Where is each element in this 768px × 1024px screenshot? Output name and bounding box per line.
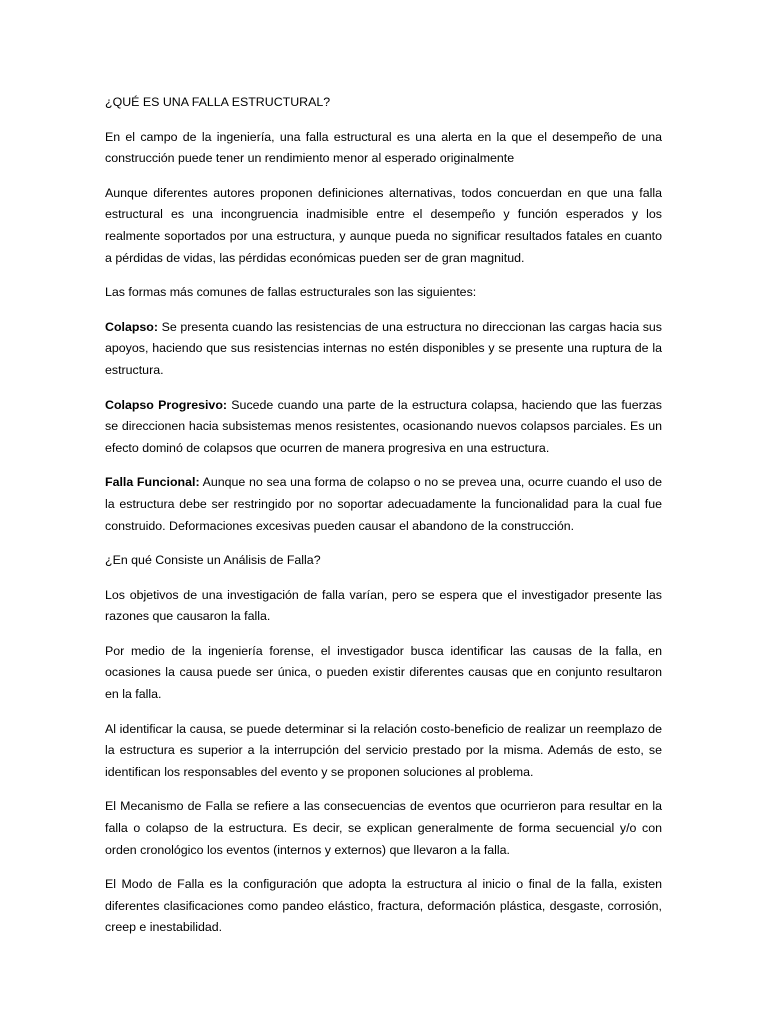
type-term: Colapso: (105, 319, 159, 334)
body-paragraph: Los objetivos de una investigación de falla varían, pero se espera que el investigador presente las razones que causaron la falla. (105, 587, 662, 624)
type-description: Aunque no sea una forma de colapso o no se prevea una, ocurre cuando el uso de la estructura debe ser restringido por no soportar adecuadamente la funcionalidad para la cual fue construido. Deformaciones excesivas pueden causar el abandono de la construcción. (105, 475, 662, 533)
intro-paragraph: En el campo de la ingeniería, una falla estructural es una alerta en la que el desempeño de una construcción puede tener un rendimiento menor al esperado originalmente (105, 129, 662, 166)
section-heading-analisis-falla: ¿En qué Consiste un Análisis de Falla? (105, 553, 321, 568)
definition-paragraph: Aunque diferentes autores proponen definiciones alternativas, todos concuerdan en que una falla estructural es una incongruencia inadmisible entre el desempeño y función esperados y los realmente soportados por una estructura, y aunque pueda no significar resultados fatales en cuanto a pérdidas de vidas, las pérdidas económicas pueden ser de gran magnitud. (105, 185, 662, 265)
type-description: Se presenta cuando las resistencias de una estructura no direccionan las cargas hacia sus apoyos, haciendo que sus resistencias internas no estén disponibles y se presente una ruptura de la estructura. (105, 319, 662, 377)
section-heading-falla-estructural: ¿QUÉ ES UNA FALLA ESTRUCTURAL? (105, 95, 331, 109)
type-falla-funcional (105, 472, 662, 537)
document-page (105, 92, 662, 952)
type-description: Sucede cuando una parte de la estructura colapsa, haciendo que las fuerzas se direccionen hacia subsistemas menos resistentes, ocasionando nuevos colapsos parciales. Es un efecto dominó de colapsos que ocurren de manera progresiva en una estructura. (105, 397, 662, 455)
body-paragraph: Por medio de la ingeniería forense, el investigador busca identificar las causas de la falla, en ocasiones la causa puede ser única, o pueden existir diferentes causas que en conjunto resultaron en la falla. (105, 643, 662, 702)
body-paragraph: El Mecanismo de Falla se refiere a las consecuencias de eventos que ocurrieron para resultar en la falla o colapso de la estructura. Es decir, se explican generalmente de forma secuencial y/o con orden cronológico los eventos (internos y externos) que llevaron a la falla. (105, 799, 662, 857)
body-paragraph: El Modo de Falla es la configuración que adopta la estructura al inicio o final de la falla, existen diferentes clasificaciones como pandeo elástico, fractura, deformación plástica, desgaste, corrosión, creep e inestabilidad. (105, 877, 662, 935)
type-term: Falla Funcional: (105, 475, 200, 490)
type-colapso-progresivo (105, 395, 662, 460)
forms-heading: Las formas más comunes de fallas estructurales son las siguientes: (105, 285, 477, 300)
type-colapso (105, 317, 662, 382)
body-paragraph: Al identificar la causa, se puede determinar si la relación costo-beneficio de realizar un reemplazo de la estructura es superior a la interrupción del servicio prestado por la misma. Además de esto, se identifican los responsables del evento y se proponen soluciones al problema. (105, 721, 662, 779)
type-term: Colapso Progresivo: (105, 397, 228, 412)
